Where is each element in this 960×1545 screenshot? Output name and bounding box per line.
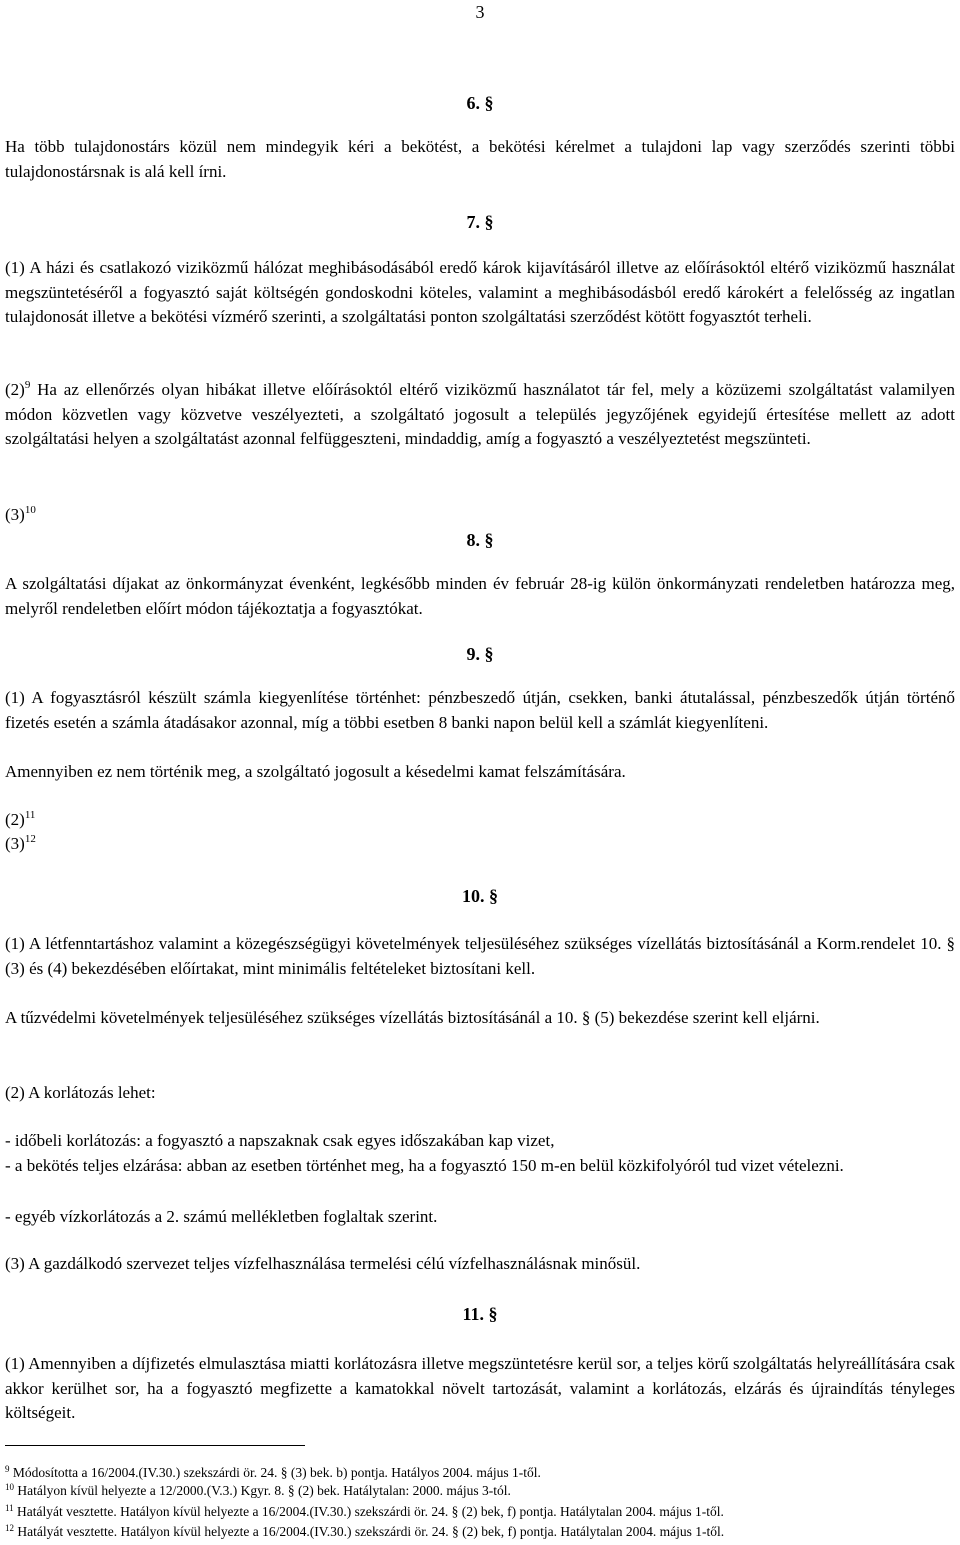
- restriction-item-2-text: - a bekötés teljes elzárása: abban az esetben történhet meg, ha a fogyasztó 150 m-en belül közkifolyóról tud vizet vételezni.: [5, 1156, 844, 1175]
- section-7-paragraph-2: [5, 378, 955, 452]
- section-9-paragraph-1b: Amennyiben ez nem történik meg, a szolgáltató jogosult a késedelmi kamat felszámítására.: [5, 762, 626, 781]
- footnote-number: 10: [5, 1482, 14, 1492]
- footnote-text: Hatályát vesztette. Hatályon kívül helyezte a 16/2004.(IV.30.) szekszárdi ör. 24. § (2) bek, f) pontja. Hatálytalan 2004. május 1-től.: [17, 1504, 724, 1519]
- section-10-paragraph-3: (3) A gazdálkodó szervezet teljes vízfelhasználása termelési célú vízfelhasználásnak minősül.: [5, 1254, 641, 1273]
- section-10-paragraph-1b: A tűzvédelmi követelmények teljesüléséhez szükséges vízellátás biztosításánál a 10. § (5) bekezdése szerint kell eljárni.: [5, 1008, 820, 1027]
- section-9-paragraph-1: (1) A fogyasztásról készült számla kiegyenlítése történhet: pénzbeszedő útján, csekken, banki átutalással, pénzbeszedők útján történő fizetés esetén a számla átadásakor azonnal, míg a többi esetben 8 banki napon belül kell a számlát kiegyenlíteni.: [5, 688, 955, 732]
- paragraph-label: (3): [5, 834, 25, 853]
- section-7-paragraph-1: (1) A házi és csatlakozó viziközmű hálózat meghibásodásából eredő károk kijavításáról illetve az előírásoktól eltérő viziközmű használat megszüntetéséről a fogyasztó saját költségén gondoskodni köteles, valamint a meghibásodásból eredő károkért a felelősség az ingatlan tulajdonosát illetve a bekötési vízmérő szerinti, a szolgáltatási ponton szolgáltatási szerződést kötött fogyasztót terheli.: [5, 258, 955, 326]
- footnote-number: 11: [5, 1503, 14, 1513]
- footnote-ref: 11: [24, 809, 36, 821]
- footnote-number: 12: [5, 1523, 14, 1533]
- section-9-paragraph-3: [5, 832, 36, 857]
- footnote-ref: 10: [24, 504, 36, 516]
- section-10-paragraph-1: (1) A létfenntartáshoz valamint a közegészségügyi követelmények teljesüléséhez szükséges vízellátás biztosításánál a Korm.rendelet 10. § (3) és (4) bekezdésében előírtakat, mint minimális feltételeket biztosítani kell.: [5, 934, 955, 978]
- section-11-paragraph-1: (1) Amennyiben a díjfizetés elmulasztása miatti korlátozásra illetve megszüntetésre kerül sor, a teljes körű szolgáltatás helyreállítására csak akkor kerülhet sor, ha a fogyasztó megfizette a kamatokkal növelt tartozását, valamint a korlátozás, elzárás és újraindítás tényleges költségeit.: [5, 1354, 955, 1422]
- section-11-heading: 11. §: [462, 1304, 498, 1324]
- footnote-number: 9: [5, 1464, 10, 1474]
- footnote: [5, 1482, 511, 1499]
- restriction-item-1: - időbeli korlátozás: a fogyasztó a napszaknak csak egyes időszakában kap vizet,: [5, 1131, 555, 1150]
- section-9-heading: 9. §: [466, 644, 494, 664]
- section-7-heading: 7. §: [466, 212, 494, 232]
- page-number: 3: [475, 2, 485, 22]
- restriction-item-3: - egyéb vízkorlátozás a 2. számú mellékletben foglaltak szerint.: [5, 1207, 438, 1226]
- section-6-paragraph-1: Ha több tulajdonostárs közül nem mindegyik kéri a bekötést, a bekötési kérelmet a tulajdoni lap vagy szerződés szerinti többi tulajdonostársnak is alá kell írni.: [5, 137, 955, 181]
- section-6-heading: 6. §: [466, 93, 494, 113]
- footnote-text: Hatályon kívül helyezte a 12/2000.(V.3.) Kgyr. 8. § (2) bek. Hatálytalan: 2000. május 3-tól.: [17, 1483, 511, 1498]
- section-7-paragraph-3: [5, 503, 36, 528]
- footnote: [5, 1503, 724, 1520]
- footnote-text: Hatályát vesztette. Hatályon kívül helyezte a 16/2004.(IV.30.) szekszárdi ör. 24. § (2) bek, f) pontja. Hatálytalan 2004. május 1-től.: [17, 1524, 725, 1539]
- footnote-ref: 12: [24, 833, 36, 845]
- footnote-separator: [5, 1445, 305, 1446]
- footnote-text: Módosította a 16/2004.(IV.30.) szekszárdi ör. 24. § (3) bek. b) pontja. Hatályos 2004. május 1-től.: [12, 1465, 541, 1480]
- section-8-paragraph-1: A szolgáltatási díjakat az önkormányzat évenként, legkésőbb minden év február 28-ig külön önkormányzati rendeletben határozza meg, melyről rendeletben előírt módon tájékoztatja a fogyasztókat.: [5, 574, 955, 618]
- paragraph-label: (3): [5, 505, 25, 524]
- paragraph-text: Ha az ellenőrzés olyan hibákat illetve előírásoktól eltérő viziközmű használatot tár fel, mely a közüzemi szolgáltatást valamilyen módon közvetlen vagy közvetve veszélyezteti, a szolgáltató jogosult a település jegyzőjének egyidejű értesítése mellett az adott szolgáltatási helyen a szolgáltatást azonnal felfüggeszteni, mindaddig, amíg a fogyasztó a veszélyeztetést megszünteti.: [5, 380, 955, 448]
- section-9-paragraph-2: [5, 808, 35, 833]
- paragraph-label: (2): [5, 380, 25, 399]
- footnote: [5, 1464, 541, 1481]
- section-10-heading: 10. §: [462, 886, 498, 906]
- restriction-item-2: [5, 1154, 955, 1179]
- section-8-heading: 8. §: [466, 530, 494, 550]
- footnote: [5, 1523, 724, 1540]
- paragraph-label: (2): [5, 810, 25, 829]
- footnote-ref: 9: [24, 379, 31, 391]
- section-10-paragraph-2: (2) A korlátozás lehet:: [5, 1083, 156, 1102]
